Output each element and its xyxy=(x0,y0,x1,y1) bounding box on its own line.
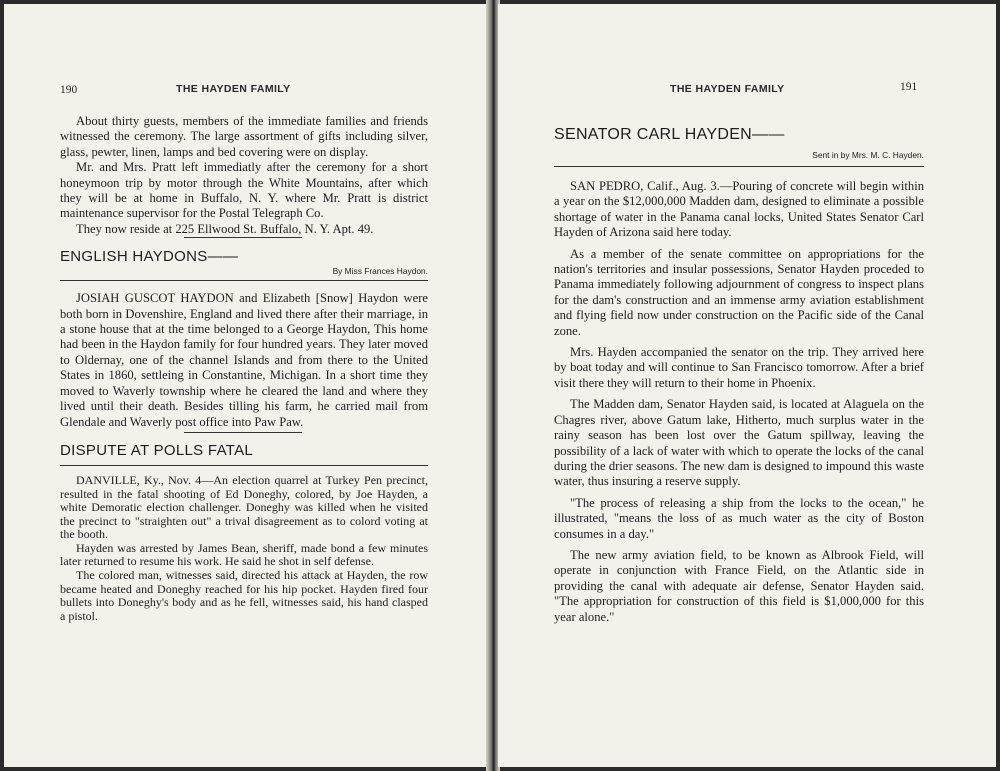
body-paragraph: As a member of the senate committee on appropriations for the nation's territories and insular possessions, Senator Hayden proceded to Panama immediately following adjournment of congress to inspect plans for the dam's construction and an immense army aviation establishment and flying field now under construction on the Pacific side of the Canal zone. xyxy=(554,246,924,338)
body-paragraph: Mrs. Hayden accompanied the senator on the trip. They arrived here by boat today and will continue to San Francisco tomorrow. After a brief visit there they will return to their home in Phoenix. xyxy=(554,345,924,390)
left-page xyxy=(4,4,488,767)
section-english-haydons xyxy=(60,248,428,433)
section-divider xyxy=(184,432,302,433)
title-rule xyxy=(60,465,428,466)
section-dispute xyxy=(60,442,428,624)
left-page-content xyxy=(60,114,428,623)
body-paragraph: JOSIAH GUSCOT HAYDON and Elizabeth [Snow] Haydon were both born in Dovenshire, England and lived there after their marriage, in a stone house that at the time belonged to a George Haydon, This home had been in the Haydon family for four hundred years. They later moved to Oldernay, one of the channel Islands and from there to the United States in 1860, settleing in Constantine, Michigan. In a short time they moved to Waverly township where he cleared the land and where they lived until their death. Besides tilling his farm, he carried mail from Glendale and Waverly post office into Paw Paw. xyxy=(60,291,428,429)
page-number: 191 xyxy=(900,81,918,93)
running-head: THE HAYDEN FAMILY xyxy=(670,83,785,95)
body-paragraph: SAN PEDRO, Calif., Aug. 3.—Pouring of concrete will begin within a year on the $12,000,000 Madden dam, designed to eliminate a possible shortage of water in the Panama canal locks, United States Senator Carl Hayden of Arizona said here today. xyxy=(554,179,924,240)
section-title: ENGLISH HAYDONS—— xyxy=(60,248,239,266)
byline: Sent in by Mrs. M. C. Hayden. xyxy=(812,150,924,160)
body-paragraph: The new army aviation field, to be known as Albrook Field, will operate in conjunction with France Field, on the Atlantic side in providing the canal with adequate air defense, Senator Hayden said. "The appropriation for construction of this field is $1,000,000 for this year alone." xyxy=(554,547,924,624)
running-head: THE HAYDEN FAMILY xyxy=(176,83,291,95)
body-paragraph: Hayden was arrested by James Bean, sheriff, made bond a few minutes later returned to resume his work. He said he shot in self defense. xyxy=(60,540,428,569)
body-paragraph: Mr. and Mrs. Pratt left immediatly after the ceremony for a short honeymoon trip by motor through the White Mountains, after which they will be at home in Buffalo, N. Y. where Mr. Pratt is district maintenance supervisor for the Postal Telegraph Co. xyxy=(60,160,428,221)
title-rule xyxy=(60,280,428,281)
body-paragraph: "The process of releasing a ship from the locks to the ocean," he illustrated, "means the loss of as much water as the city of Boston consumes in a day." xyxy=(554,495,924,541)
body-paragraph: DANVILLE, Ky., Nov. 4—An election quarrel at Turkey Pen precinct, resulted in the fatal shooting of Ed Doneghy, colored, by Joe Hayden, a white Demoratic election challenger. Doneghy was killed when he visited the precinct to "straighten out" a trival disagreement as to colord voting at the booth. xyxy=(60,472,428,542)
byline: By Miss Frances Haydon. xyxy=(332,266,428,277)
title-rule xyxy=(554,166,924,167)
section-divider xyxy=(184,237,302,238)
body-paragraph: The colored man, witnesses said, directed his attack at Hayden, the row became heated and Doneghy reached for his hip pocket. Hayden fired four bullets into Doneghy's body and as he fell, witnesses said, his hand clasped a pistol. xyxy=(60,568,428,623)
page-number: 190 xyxy=(60,84,78,96)
body-paragraph: The Madden dam, Senator Hayden said, is located at Alaguela on the Chagres river, above Gatum lake, Hitherto, much surplus water in the rainy season has been lost over the Gatum spillway, leaving the possibility of a lack of water with which to operate the locks of the canal during the drier seasons. The new dam is designed to impound this waste water, thus insuring a reserve supply. xyxy=(554,397,924,489)
section-title: DISPUTE AT POLLS FATAL xyxy=(60,441,254,459)
right-page xyxy=(498,4,996,767)
body-paragraph: About thirty guests, members of the immediate families and friends witnessed the ceremony. The large assortment of gifts including silver, glass, pewter, linen, lamps and bed covering were on display. xyxy=(60,114,428,159)
article-title: SENATOR CARL HAYDEN—— xyxy=(554,126,785,143)
body-paragraph: They now reside at 225 Ellwood St. Buffalo, N. Y. Apt. 49. xyxy=(76,221,374,236)
right-page-content xyxy=(554,126,924,625)
